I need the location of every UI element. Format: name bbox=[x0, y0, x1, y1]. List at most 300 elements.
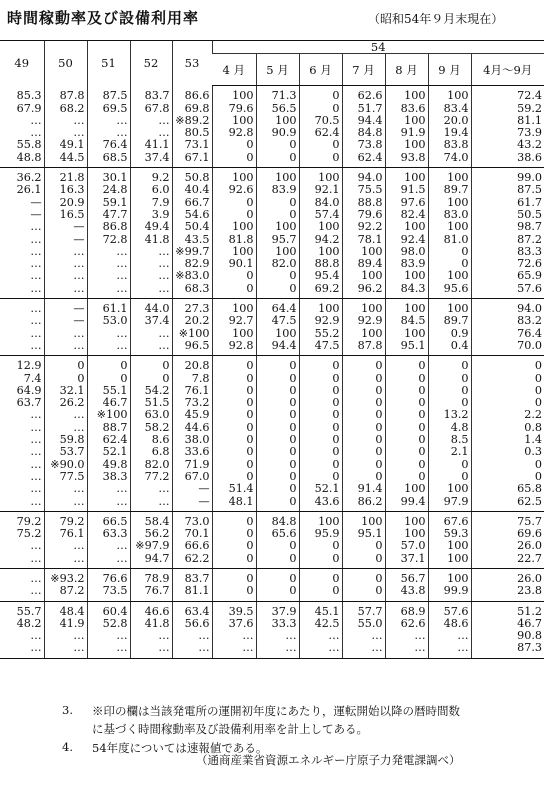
table-cell: 0 bbox=[212, 553, 256, 569]
month-header: 5 月 bbox=[256, 54, 299, 86]
table-cell: 100 bbox=[212, 328, 256, 340]
table-cell: 100 bbox=[212, 115, 256, 127]
table-cell: 100 bbox=[342, 328, 385, 340]
table-cell: 38.3 bbox=[87, 471, 130, 483]
table-cell: 100 bbox=[385, 299, 428, 316]
table-cell: 48.1 bbox=[212, 496, 256, 512]
table-cell: 27.3 bbox=[172, 299, 212, 316]
table-cell: … bbox=[0, 585, 44, 601]
table-cell: 100 bbox=[385, 139, 428, 151]
table-cell: 0 bbox=[212, 422, 256, 434]
table-cell: 48.4 bbox=[44, 601, 87, 618]
table-cell: 0 bbox=[342, 585, 385, 601]
table-cell: … bbox=[30, 302, 42, 316]
table-cell: 83.7 bbox=[172, 568, 212, 585]
table-cell: 83.2 bbox=[471, 315, 544, 327]
table-cell: … bbox=[130, 115, 172, 127]
table-cell: 87.8 bbox=[44, 86, 87, 103]
table-cell: 2.2 bbox=[471, 409, 544, 421]
table-cell: 0 bbox=[256, 553, 299, 569]
table-cell: 0 bbox=[256, 540, 299, 552]
table-cell: 0 bbox=[44, 373, 87, 385]
table-cell: 61.1 bbox=[87, 299, 130, 316]
table-cell: 56.2 bbox=[130, 528, 172, 540]
table-cell: 33.3 bbox=[256, 618, 299, 630]
table-cell: 82.4 bbox=[385, 209, 428, 221]
table-cell: 0 bbox=[212, 139, 256, 151]
table-cell: 94.2 bbox=[299, 234, 342, 246]
table-cell: … bbox=[130, 340, 172, 356]
table-cell: 84.8 bbox=[256, 511, 299, 528]
table-cell: 69.6 bbox=[471, 528, 544, 540]
table-cell: 26.2 bbox=[44, 397, 87, 409]
month-header: 9 月 bbox=[428, 54, 471, 86]
table-cell: … bbox=[87, 340, 130, 356]
table-cell: 8.5 bbox=[428, 434, 471, 446]
table-cell: 0 bbox=[256, 585, 299, 601]
table-cell: … bbox=[87, 642, 130, 658]
table-cell: 0 bbox=[256, 446, 299, 458]
table-cell: 16.3 bbox=[44, 184, 87, 196]
note-text: ※印の欄は当該発電所の運開初年度にあたり，運転開始以降の暦時間数 bbox=[92, 704, 460, 718]
table-cell: 38.0 bbox=[172, 434, 212, 446]
table-cell: 81.1 bbox=[471, 115, 544, 127]
month-header: 4 月 bbox=[212, 54, 256, 86]
table-cell: 13.2 bbox=[428, 409, 471, 421]
table-cell: 78.9 bbox=[130, 568, 172, 585]
table-cell: … bbox=[87, 115, 130, 127]
table-cell: 0.3 bbox=[471, 446, 544, 458]
table-row bbox=[0, 234, 544, 246]
table-cell: 83.4 bbox=[428, 103, 471, 115]
table-cell: 58.2 bbox=[130, 422, 172, 434]
table-cell: — bbox=[30, 195, 42, 209]
table-cell: 54.6 bbox=[172, 209, 212, 221]
table-cell: 62.6 bbox=[342, 86, 385, 103]
table-cell: 83.3 bbox=[471, 246, 544, 258]
table-cell: 0 bbox=[212, 356, 256, 373]
table-cell: 0 bbox=[212, 511, 256, 528]
table-row bbox=[0, 270, 544, 282]
table-cell: 75.5 bbox=[342, 184, 385, 196]
table-cell: … bbox=[87, 258, 130, 270]
table-cell: … bbox=[30, 420, 42, 434]
table-cell: 26.1 bbox=[16, 183, 42, 197]
table-cell: 57.4 bbox=[299, 209, 342, 221]
table-cell: … bbox=[0, 283, 44, 299]
table-cell: — bbox=[30, 207, 42, 221]
table-cell: 37.4 bbox=[130, 152, 172, 168]
table-cell: 63.4 bbox=[172, 601, 212, 618]
table-cell: 55.0 bbox=[342, 618, 385, 630]
table-cell: 95.1 bbox=[342, 528, 385, 540]
table-cell: 72.6 bbox=[471, 258, 544, 270]
table-cell: 46.7 bbox=[471, 618, 544, 630]
table-cell: 69.8 bbox=[172, 103, 212, 115]
table-cell: 100 bbox=[428, 86, 471, 103]
table-cell: 0 bbox=[212, 471, 256, 483]
table-cell: 0.4 bbox=[428, 340, 471, 356]
table-cell: 26.0 bbox=[471, 568, 544, 585]
table-cell: 99.0 bbox=[471, 168, 544, 185]
table-cell: 93.8 bbox=[385, 152, 428, 168]
table-cell: 67.1 bbox=[172, 152, 212, 168]
table-cell: 100 bbox=[428, 568, 471, 585]
table-cell: 92.2 bbox=[342, 221, 385, 233]
table-cell: 8.6 bbox=[130, 434, 172, 446]
table-cell: 49.4 bbox=[130, 221, 172, 233]
table-cell: 19.4 bbox=[428, 127, 471, 139]
table-cell: 7.9 bbox=[130, 197, 172, 209]
table-cell: 42.5 bbox=[299, 618, 342, 630]
table-cell: 0 bbox=[256, 397, 299, 409]
table-cell: 71.9 bbox=[172, 459, 212, 471]
table-cell: … bbox=[30, 445, 42, 459]
table-cell: 0 bbox=[299, 422, 342, 434]
table-cell: 100 bbox=[299, 246, 342, 258]
table-cell: … bbox=[299, 642, 342, 658]
table-cell: 0 bbox=[428, 385, 471, 397]
table-cell: 0 bbox=[342, 459, 385, 471]
table-cell: 9.2 bbox=[130, 168, 172, 185]
table-cell: 99.4 bbox=[385, 496, 428, 512]
month-header: 7 月 bbox=[342, 54, 385, 86]
table-cell: 92.8 bbox=[212, 127, 256, 139]
table-cell: 0 bbox=[256, 459, 299, 471]
table-cell: 45.9 bbox=[172, 409, 212, 421]
table-cell: … bbox=[30, 482, 42, 496]
table-cell: 100 bbox=[342, 246, 385, 258]
table-cell: 60.4 bbox=[87, 601, 130, 618]
table-cell: 0.9 bbox=[428, 328, 471, 340]
table-cell: 100 bbox=[385, 528, 428, 540]
table-cell: 92.9 bbox=[342, 315, 385, 327]
table-cell: 0 bbox=[130, 356, 172, 373]
table-cell: 84.8 bbox=[342, 127, 385, 139]
table-cell: 0 bbox=[471, 373, 544, 385]
year-header: 53 bbox=[172, 41, 212, 86]
table-cell: 96.5 bbox=[172, 340, 212, 356]
table-cell: 97.6 bbox=[385, 197, 428, 209]
table-cell: 67.0 bbox=[172, 471, 212, 483]
table-cell: 100 bbox=[256, 115, 299, 127]
table-cell: 0 bbox=[212, 585, 256, 601]
table-cell: 100 bbox=[385, 168, 428, 185]
table-cell: 49.1 bbox=[44, 139, 87, 151]
table-cell: 0 bbox=[299, 459, 342, 471]
table-cell: 89.7 bbox=[428, 315, 471, 327]
table-cell: 0 bbox=[256, 568, 299, 585]
table-cell: 81.8 bbox=[212, 234, 256, 246]
table-cell: 0 bbox=[342, 568, 385, 585]
table-cell: … bbox=[130, 483, 172, 495]
year-header: 49 bbox=[0, 41, 44, 86]
table-cell: 100 bbox=[385, 328, 428, 340]
note-number: 3. bbox=[62, 703, 73, 717]
as-of-date: （昭和54年９月末現在） bbox=[368, 12, 504, 26]
table-cell: 0 bbox=[342, 409, 385, 421]
table-cell: 20.9 bbox=[44, 197, 87, 209]
table-cell: 0 bbox=[256, 270, 299, 282]
table-cell: 68.2 bbox=[44, 103, 87, 115]
table-cell: 98.7 bbox=[471, 221, 544, 233]
table-cell: … bbox=[30, 113, 42, 127]
table-cell: 83.9 bbox=[385, 258, 428, 270]
table-cell: 95.9 bbox=[299, 528, 342, 540]
table-cell: 100 bbox=[342, 511, 385, 528]
table-cell: 62.4 bbox=[342, 152, 385, 168]
table-cell: 57.7 bbox=[342, 601, 385, 618]
note-text: に基づく時間稼動率及び設備利用率を計上してある。 bbox=[92, 722, 368, 736]
table-cell: 70.0 bbox=[471, 340, 544, 356]
table-cell: 0 bbox=[342, 356, 385, 373]
table-cell: 0 bbox=[87, 373, 130, 385]
table-cell: 92.7 bbox=[212, 315, 256, 327]
table-row bbox=[0, 483, 544, 495]
table-cell: 87.8 bbox=[342, 340, 385, 356]
table-cell: 100 bbox=[428, 553, 471, 569]
table-cell: 0 bbox=[342, 422, 385, 434]
table-cell: 0 bbox=[44, 356, 87, 373]
table-cell: 91.4 bbox=[342, 483, 385, 495]
table-cell: 73.9 bbox=[471, 127, 544, 139]
table-cell: … bbox=[342, 642, 385, 658]
table-cell: 65.9 bbox=[471, 270, 544, 282]
table-cell: … bbox=[130, 496, 172, 512]
table-cell: 71.3 bbox=[256, 86, 299, 103]
table-cell: 1.4 bbox=[471, 434, 544, 446]
table-cell: ※99.7 bbox=[172, 246, 212, 258]
table-cell: … bbox=[30, 539, 42, 553]
table-cell: … bbox=[44, 340, 87, 356]
table-cell: 100 bbox=[299, 168, 342, 185]
table-cell: 68.9 bbox=[385, 601, 428, 618]
table-cell: … bbox=[0, 642, 44, 658]
table-cell: 64.9 bbox=[16, 383, 42, 397]
table-cell: … bbox=[0, 553, 44, 569]
table-cell: 86.2 bbox=[342, 496, 385, 512]
table-cell: … bbox=[172, 630, 212, 642]
table-cell: … bbox=[428, 630, 471, 642]
table-cell: 79.2 bbox=[44, 511, 87, 528]
table-cell: 58.4 bbox=[130, 511, 172, 528]
table-cell: … bbox=[87, 553, 130, 569]
table-cell: 79.6 bbox=[212, 103, 256, 115]
table-cell: … bbox=[130, 127, 172, 139]
table-cell: 64.4 bbox=[256, 299, 299, 316]
table-cell: 51.7 bbox=[342, 103, 385, 115]
table-cell: 76.4 bbox=[87, 139, 130, 151]
table-cell: 76.4 bbox=[471, 328, 544, 340]
table-cell: 66.7 bbox=[172, 197, 212, 209]
table-cell: … bbox=[44, 328, 87, 340]
table-cell: 73.2 bbox=[172, 397, 212, 409]
table-cell: 94.7 bbox=[130, 553, 172, 569]
table-row bbox=[0, 356, 544, 373]
table-cell: … bbox=[44, 283, 87, 299]
table-cell: 95.7 bbox=[256, 234, 299, 246]
table-cell: 0 bbox=[212, 270, 256, 282]
table-cell: 7.4 bbox=[23, 371, 42, 385]
table-cell: 0 bbox=[471, 459, 544, 471]
table-cell: 0 bbox=[256, 197, 299, 209]
table-cell: 67.6 bbox=[428, 511, 471, 528]
table-cell: 92.1 bbox=[299, 184, 342, 196]
table-cell: 0 bbox=[428, 459, 471, 471]
table-cell: 0 bbox=[212, 540, 256, 552]
table-cell: 63.7 bbox=[16, 396, 42, 410]
table-cell: 0 bbox=[130, 373, 172, 385]
table-cell: … bbox=[44, 553, 87, 569]
table-cell: 59.8 bbox=[44, 434, 87, 446]
table-cell: 87.5 bbox=[87, 86, 130, 103]
table-row bbox=[0, 446, 544, 458]
table-cell: 95.1 bbox=[385, 340, 428, 356]
table-cell: … bbox=[87, 246, 130, 258]
table-cell: 50.4 bbox=[172, 221, 212, 233]
year-54-header: 54 bbox=[212, 41, 544, 54]
table-cell: 79.6 bbox=[342, 209, 385, 221]
table-cell: 0 bbox=[299, 471, 342, 483]
table-cell: 0 bbox=[212, 152, 256, 168]
table-row bbox=[0, 86, 544, 103]
year-header: 51 bbox=[87, 41, 130, 86]
table-cell: 0 bbox=[256, 139, 299, 151]
table-cell: … bbox=[44, 642, 87, 658]
table-cell: ※89.2 bbox=[172, 115, 212, 127]
table-cell: 0 bbox=[299, 585, 342, 601]
table-cell: 100 bbox=[428, 270, 471, 282]
table-cell: 0 bbox=[256, 434, 299, 446]
table-cell: 99.9 bbox=[428, 585, 471, 601]
table-cell: 0 bbox=[299, 397, 342, 409]
table-cell: 4.8 bbox=[428, 422, 471, 434]
table-cell: 0 bbox=[299, 152, 342, 168]
table-cell: 0 bbox=[342, 385, 385, 397]
table-cell: 0 bbox=[428, 373, 471, 385]
table-cell: … bbox=[44, 246, 87, 258]
table-row bbox=[0, 540, 544, 552]
table-cell: 81.0 bbox=[428, 234, 471, 246]
table-cell: 83.7 bbox=[130, 86, 172, 103]
month-header: 8 月 bbox=[385, 54, 428, 86]
table-cell: 59.2 bbox=[471, 103, 544, 115]
table-cell: 20.0 bbox=[428, 115, 471, 127]
table-cell: 83.6 bbox=[385, 103, 428, 115]
table-cell: … bbox=[172, 642, 212, 658]
table-cell: 0 bbox=[385, 434, 428, 446]
table-cell: 0 bbox=[385, 422, 428, 434]
table-cell: 37.9 bbox=[256, 601, 299, 618]
table-cell: 0 bbox=[299, 409, 342, 421]
table-cell: 0 bbox=[212, 409, 256, 421]
table-cell: … bbox=[87, 496, 130, 512]
table-cell: 0 bbox=[471, 471, 544, 483]
table-row bbox=[0, 511, 544, 528]
table-cell: 55.1 bbox=[87, 385, 130, 397]
table-cell: 0 bbox=[256, 373, 299, 385]
table-cell: … bbox=[44, 422, 87, 434]
table-cell: 76.1 bbox=[44, 528, 87, 540]
table-cell: ※90.0 bbox=[44, 459, 87, 471]
table-cell: 100 bbox=[385, 115, 428, 127]
table-row bbox=[0, 184, 544, 196]
table-cell: … bbox=[30, 244, 42, 258]
table-cell: 0 bbox=[471, 397, 544, 409]
table-cell: 0 bbox=[212, 568, 256, 585]
table-cell: 0 bbox=[385, 356, 428, 373]
table-cell: 0 bbox=[212, 397, 256, 409]
table-cell: 100 bbox=[385, 86, 428, 103]
table-cell: 57.0 bbox=[385, 540, 428, 552]
table-cell: 100 bbox=[299, 299, 342, 316]
note-number: 4. bbox=[62, 740, 73, 754]
table-cell: 0 bbox=[212, 385, 256, 397]
table-cell: 0 bbox=[299, 139, 342, 151]
table-cell: 67.9 bbox=[16, 101, 42, 115]
table-cell: 24.8 bbox=[87, 184, 130, 196]
table-cell: 94.4 bbox=[256, 340, 299, 356]
table-cell: ※83.0 bbox=[172, 270, 212, 282]
table-cell: 0 bbox=[212, 446, 256, 458]
table-cell: 83.8 bbox=[428, 139, 471, 151]
table-cell: 88.7 bbox=[87, 422, 130, 434]
table-cell: 77.2 bbox=[130, 471, 172, 483]
month-header: 4月～9月 bbox=[471, 54, 544, 86]
table-cell: 43.6 bbox=[299, 496, 342, 512]
table-cell: 0 bbox=[299, 540, 342, 552]
table-cell: 56.7 bbox=[385, 568, 428, 585]
table-cell: … bbox=[87, 328, 130, 340]
table-cell: 50.5 bbox=[471, 209, 544, 221]
table-cell: 92.8 bbox=[212, 340, 256, 356]
table-cell: 37.1 bbox=[385, 553, 428, 569]
table-cell: 0 bbox=[212, 528, 256, 540]
table-cell: 100 bbox=[385, 221, 428, 233]
table-cell: 57.6 bbox=[428, 601, 471, 618]
table-cell: … bbox=[30, 408, 42, 422]
table-cell: 94.4 bbox=[342, 115, 385, 127]
table-cell: 47.5 bbox=[256, 315, 299, 327]
table-cell: 86.6 bbox=[172, 86, 212, 103]
table-cell: 79.2 bbox=[16, 514, 42, 528]
table-cell: 20.8 bbox=[172, 356, 212, 373]
table-cell: 0 bbox=[385, 385, 428, 397]
table-cell: 39.5 bbox=[212, 601, 256, 618]
table-cell: 0 bbox=[428, 397, 471, 409]
table-cell: 6.8 bbox=[130, 446, 172, 458]
table-cell: … bbox=[30, 232, 42, 246]
table-cell: 16.5 bbox=[44, 209, 87, 221]
table-cell: 69.2 bbox=[299, 283, 342, 299]
table-cell: 0 bbox=[299, 373, 342, 385]
table-cell: 56.6 bbox=[172, 618, 212, 630]
table-cell: 65.8 bbox=[471, 483, 544, 495]
table-cell: 66.6 bbox=[172, 540, 212, 552]
table-cell: — bbox=[44, 299, 87, 316]
table-cell: 0 bbox=[342, 553, 385, 569]
table-cell: 100 bbox=[299, 221, 342, 233]
table-cell: 90.1 bbox=[212, 258, 256, 270]
table-cell: 100 bbox=[342, 270, 385, 282]
table-cell: 82.0 bbox=[130, 459, 172, 471]
table-cell: 0 bbox=[385, 409, 428, 421]
table-cell: 81.1 bbox=[172, 585, 212, 601]
table-cell: 2.1 bbox=[428, 446, 471, 458]
table-cell: 0 bbox=[471, 385, 544, 397]
table-cell: 76.7 bbox=[130, 585, 172, 601]
table-cell: 0 bbox=[256, 471, 299, 483]
